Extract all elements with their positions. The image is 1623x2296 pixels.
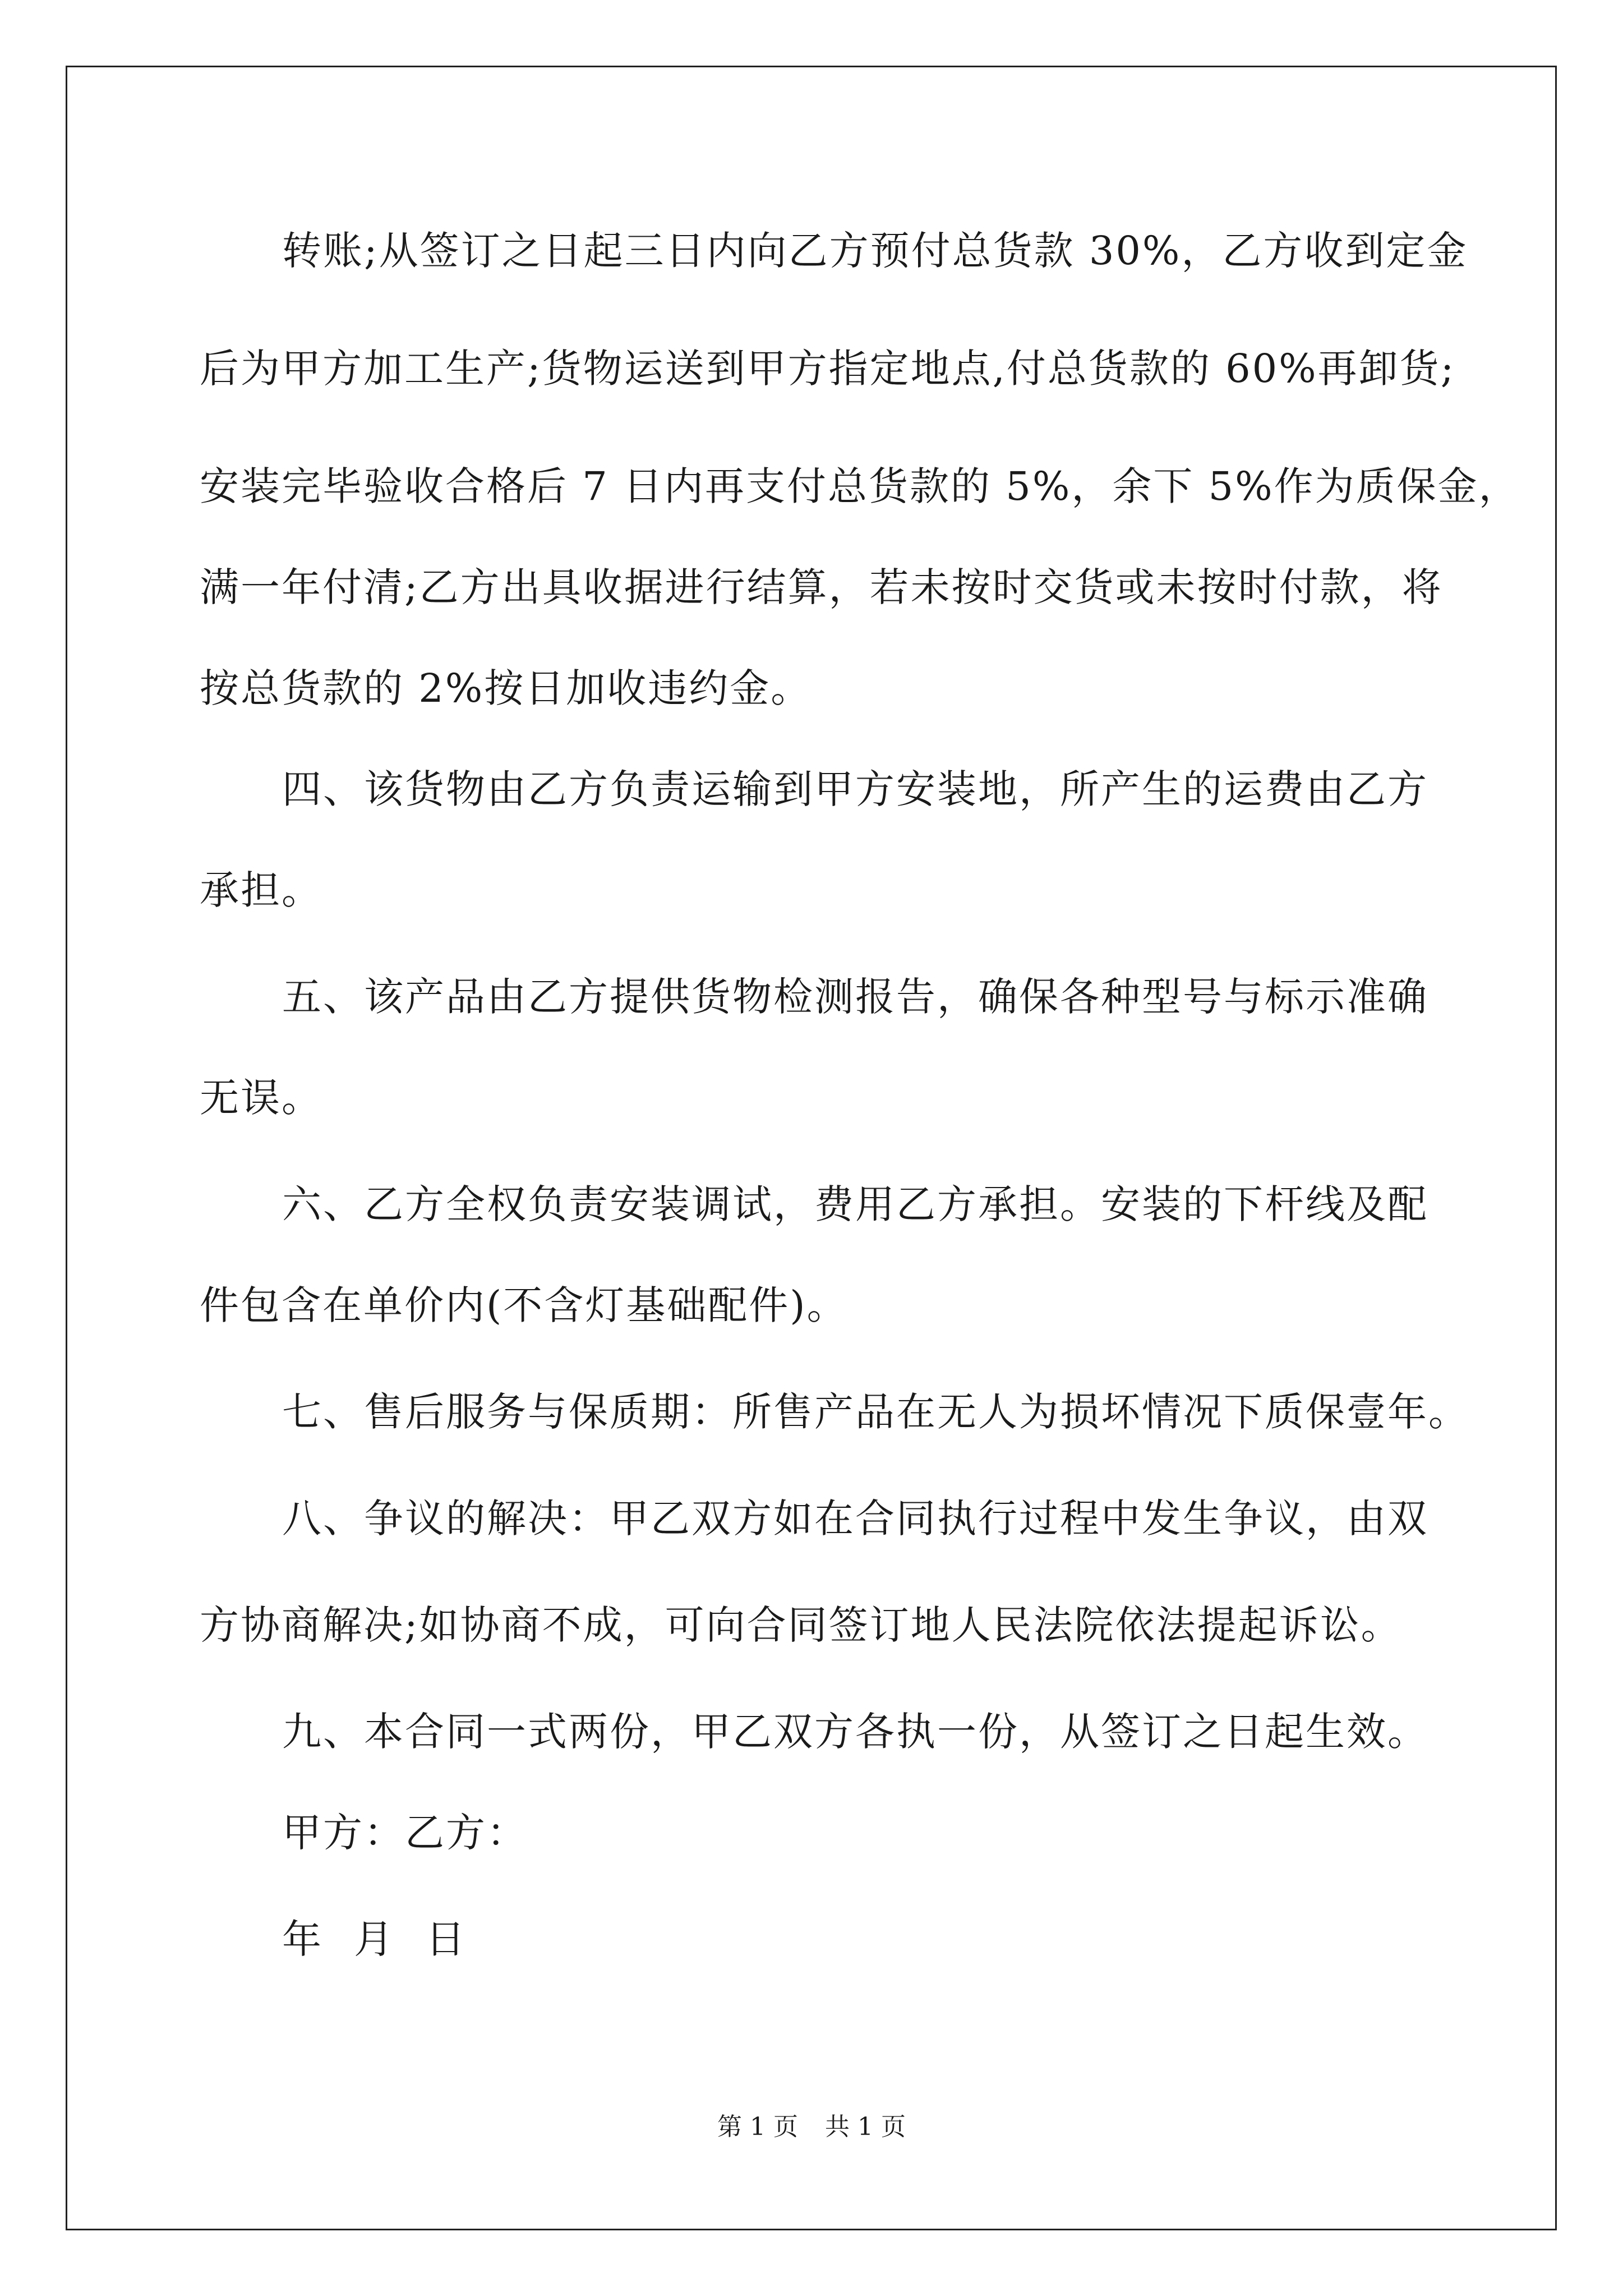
page-number-total: 共 1 页 [825, 2113, 906, 2141]
clause-5-line-1: 五、该产品由乙方提供货物检测报告，确保各种型号与标示准确 [282, 974, 1428, 1020]
page-footer [0, 2115, 1623, 2139]
clause-4-line-2: 承担。 [200, 867, 322, 913]
date-month-label: 月 [354, 1916, 395, 1962]
payment-terms-line-4: 满一年付清;乙方出具收据进行结算，若未按时交货或未按时付款，将 [200, 564, 1443, 610]
payment-terms-line-3: 安装完毕验收合格后 7 日内再支付总货款的 5%，余下 5%作为质保金， [200, 463, 1520, 509]
date-day-label: 日 [426, 1916, 467, 1962]
payment-terms-line-1: 转账;从签订之日起三日内向乙方预付总货款 30%，乙方收到定金 [282, 228, 1468, 274]
clause-6-line-1: 六、乙方全权负责安装调试，费用乙方承担。安装的下杆线及配 [282, 1181, 1428, 1227]
clause-5-line-2: 无误。 [200, 1075, 322, 1121]
clause-6-line-2: 件包含在单价内(不含灯基础配件)。 [200, 1282, 848, 1328]
page-number-current: 第 1 页 [717, 2113, 798, 2141]
date-year-label: 年 [282, 1916, 323, 1962]
signature-line: 甲方：乙方： [282, 1810, 528, 1856]
clause-4-line-1: 四、该货物由乙方负责运输到甲方安装地，所产生的运费由乙方 [282, 766, 1428, 812]
date-line [282, 1916, 497, 1962]
clause-8-line-2: 方协商解决;如协商不成，可向合同签订地人民法院依法提起诉讼。 [200, 1602, 1402, 1648]
payment-terms-line-5: 按总货款的 2%按日加收违约金。 [200, 665, 812, 711]
payment-terms-line-2: 后为甲方加工生产;货物运送到甲方指定地点,付总货款的 60%再卸货; [200, 346, 1456, 392]
clause-8-line-1: 八、争议的解决：甲乙双方如在合同执行过程中发生争议，由双 [282, 1496, 1428, 1542]
clause-7-line-1: 七、售后服务与保质期：所售产品在无人为损坏情况下质保壹年。 [282, 1389, 1469, 1435]
clause-9-line-1: 九、本合同一式两份，甲乙双方各执一份，从签订之日起生效。 [282, 1709, 1428, 1755]
